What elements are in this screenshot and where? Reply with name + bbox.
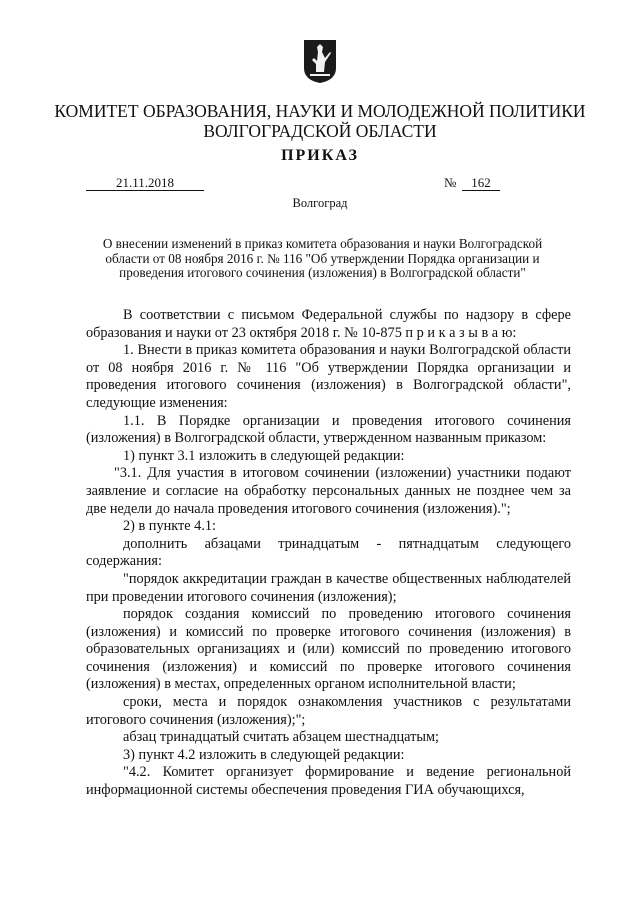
paragraph-quote-commissions: порядок создания комиссий по проведению итогового сочинения (изложения) и комиссий по проверке итогового сочинения (изложения) в образовательных организациях и (или) комиссий по проведению итогового сочинения (изложения) и комиссий по проверке итогового сочинения (изложения) в местах, определенных органом исполнительной власти; (86, 606, 571, 693)
organization-name-line1: КОМИТЕТ ОБРАЗОВАНИЯ, НАУКИ И МОЛОДЕЖНОЙ ПОЛИТИКИ (54, 101, 586, 121)
order-number: 162 (462, 176, 500, 191)
order-number-label: № (444, 175, 457, 190)
paragraph-subitem-1: 1) пункт 3.1 изложить в следующей редакции: (123, 447, 405, 464)
paragraph-preamble: В соответствии с письмом Федеральной службы по надзору в сфере образования и науки от 23 октября 2018 г. № 10-875 п р и к а з ы в а ю: (86, 307, 571, 341)
city-name: Волгоград (292, 196, 348, 210)
paragraph-supplement: дополнить абзацами тринадцатым - пятнадцатым следующего содержания: (86, 535, 571, 570)
document-title: ПРИКАЗ (281, 147, 359, 164)
paragraph-quote-3-1: "3.1. Для участия в итоговом сочинении (изложении) участники подают заявление и согласие на обработку персональных данных не позднее чем за две недели до начала проведения итогового сочинения (изложения)."; (86, 465, 571, 517)
paragraph-item-1: 1. Внести в приказ комитета образования и науки Волгоградской области от 08 ноября 2016 г. № 116 "Об утверждении Порядка организации и проведения итогового сочинения (изложения) в Волгоградской области", следующие изменения: (86, 342, 571, 411)
volgograd-coat-of-arms-icon (302, 38, 338, 84)
paragraph-quote-4-2: "4.2. Комитет организует формирование и ведение региональной информационной системы обеспечения проведения ГИА обучающихся, (86, 764, 571, 799)
document-body (86, 307, 571, 800)
order-date: 21.11.2018 (86, 176, 204, 191)
order-subject: О внесении изменений в приказ комитета образования и науки Волгоградской области от 08 ноября 2016 г. № 116 "Об утверждении Порядка организации и проведения итогового сочинения (изложения) в Волгоградской области" (102, 236, 543, 280)
paragraph-subitem-2: 2) в пункте 4.1: (123, 518, 217, 535)
paragraph-item-1-1: 1.1. В Порядке организации и проведения итогового сочинения (изложения) в Волгоградской области, утвержденном названным приказом: (86, 412, 571, 447)
paragraph-renumber: абзац тринадцатый считать абзацем шестнадцатым; (123, 729, 439, 746)
organization-name-line2: ВОЛГОГРАДСКОЙ ОБЛАСТИ (203, 121, 437, 141)
paragraph-quote-accreditation: "порядок аккредитации граждан в качестве общественных наблюдателей при проведении итогового сочинения (изложения); (86, 570, 571, 605)
paragraph-quote-results: сроки, места и порядок ознакомления участников с результатами итогового сочинения (изложения);"; (86, 694, 571, 728)
paragraph-subitem-3: 3) пункт 4.2 изложить в следующей редакции: (123, 746, 405, 763)
